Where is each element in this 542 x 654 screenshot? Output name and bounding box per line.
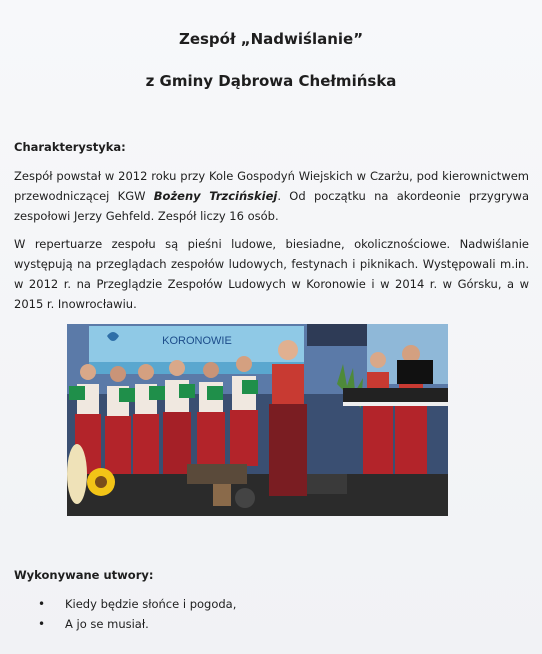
songs-list	[30, 594, 236, 634]
paragraph-repertoire-text: W repertuarze zespołu są pieśni ludowe, biesiadne, okolicznościowe. Nadwiślanie występują na przeglądach zespołów ludowych, festynach i piknikach. Występowali m.in. w 2012 r. na Przeglądzie Zespołów Ludowych w Koronowie i w 2014 r. w Górsku, a w 2015 r. Inowrocławiu.	[14, 237, 529, 311]
leader-name: Bożeny Trzcińskiej	[153, 189, 278, 203]
paragraph-history-rest: . Od początku na akordeonie przygrywa zespołowi Jerzy Gehfeld. Zespół liczy 16 osób.	[14, 189, 529, 223]
bullet-icon: •	[38, 617, 46, 631]
song-title: Kiedy będzie słońce i pogoda,	[65, 597, 237, 611]
list-item	[30, 614, 236, 634]
characteristics-heading: Charakterystyka:	[14, 140, 126, 154]
document-title: Zespół „Nadwiślanie”	[178, 30, 364, 48]
paragraph-repertoire	[14, 234, 529, 314]
songs-heading: Wykonywane utwory:	[14, 568, 154, 582]
banner-text: KORONOWIE	[162, 335, 232, 347]
list-item	[30, 594, 236, 614]
song-title: A jo se musiał.	[65, 617, 149, 631]
ensemble-photo-image	[67, 324, 448, 516]
paragraph-history-intro: Zespół powstał w 2012 roku przy Kole Gospodyń Wiejskich w Czarżu, pod kierownictwem przewodniczącej KGW	[14, 169, 529, 203]
document-subtitle: z Gminy Dąbrowa Chełmińska	[145, 72, 397, 90]
bullet-icon: •	[38, 597, 46, 611]
paragraph-history	[14, 166, 529, 226]
ensemble-photo	[67, 324, 448, 516]
